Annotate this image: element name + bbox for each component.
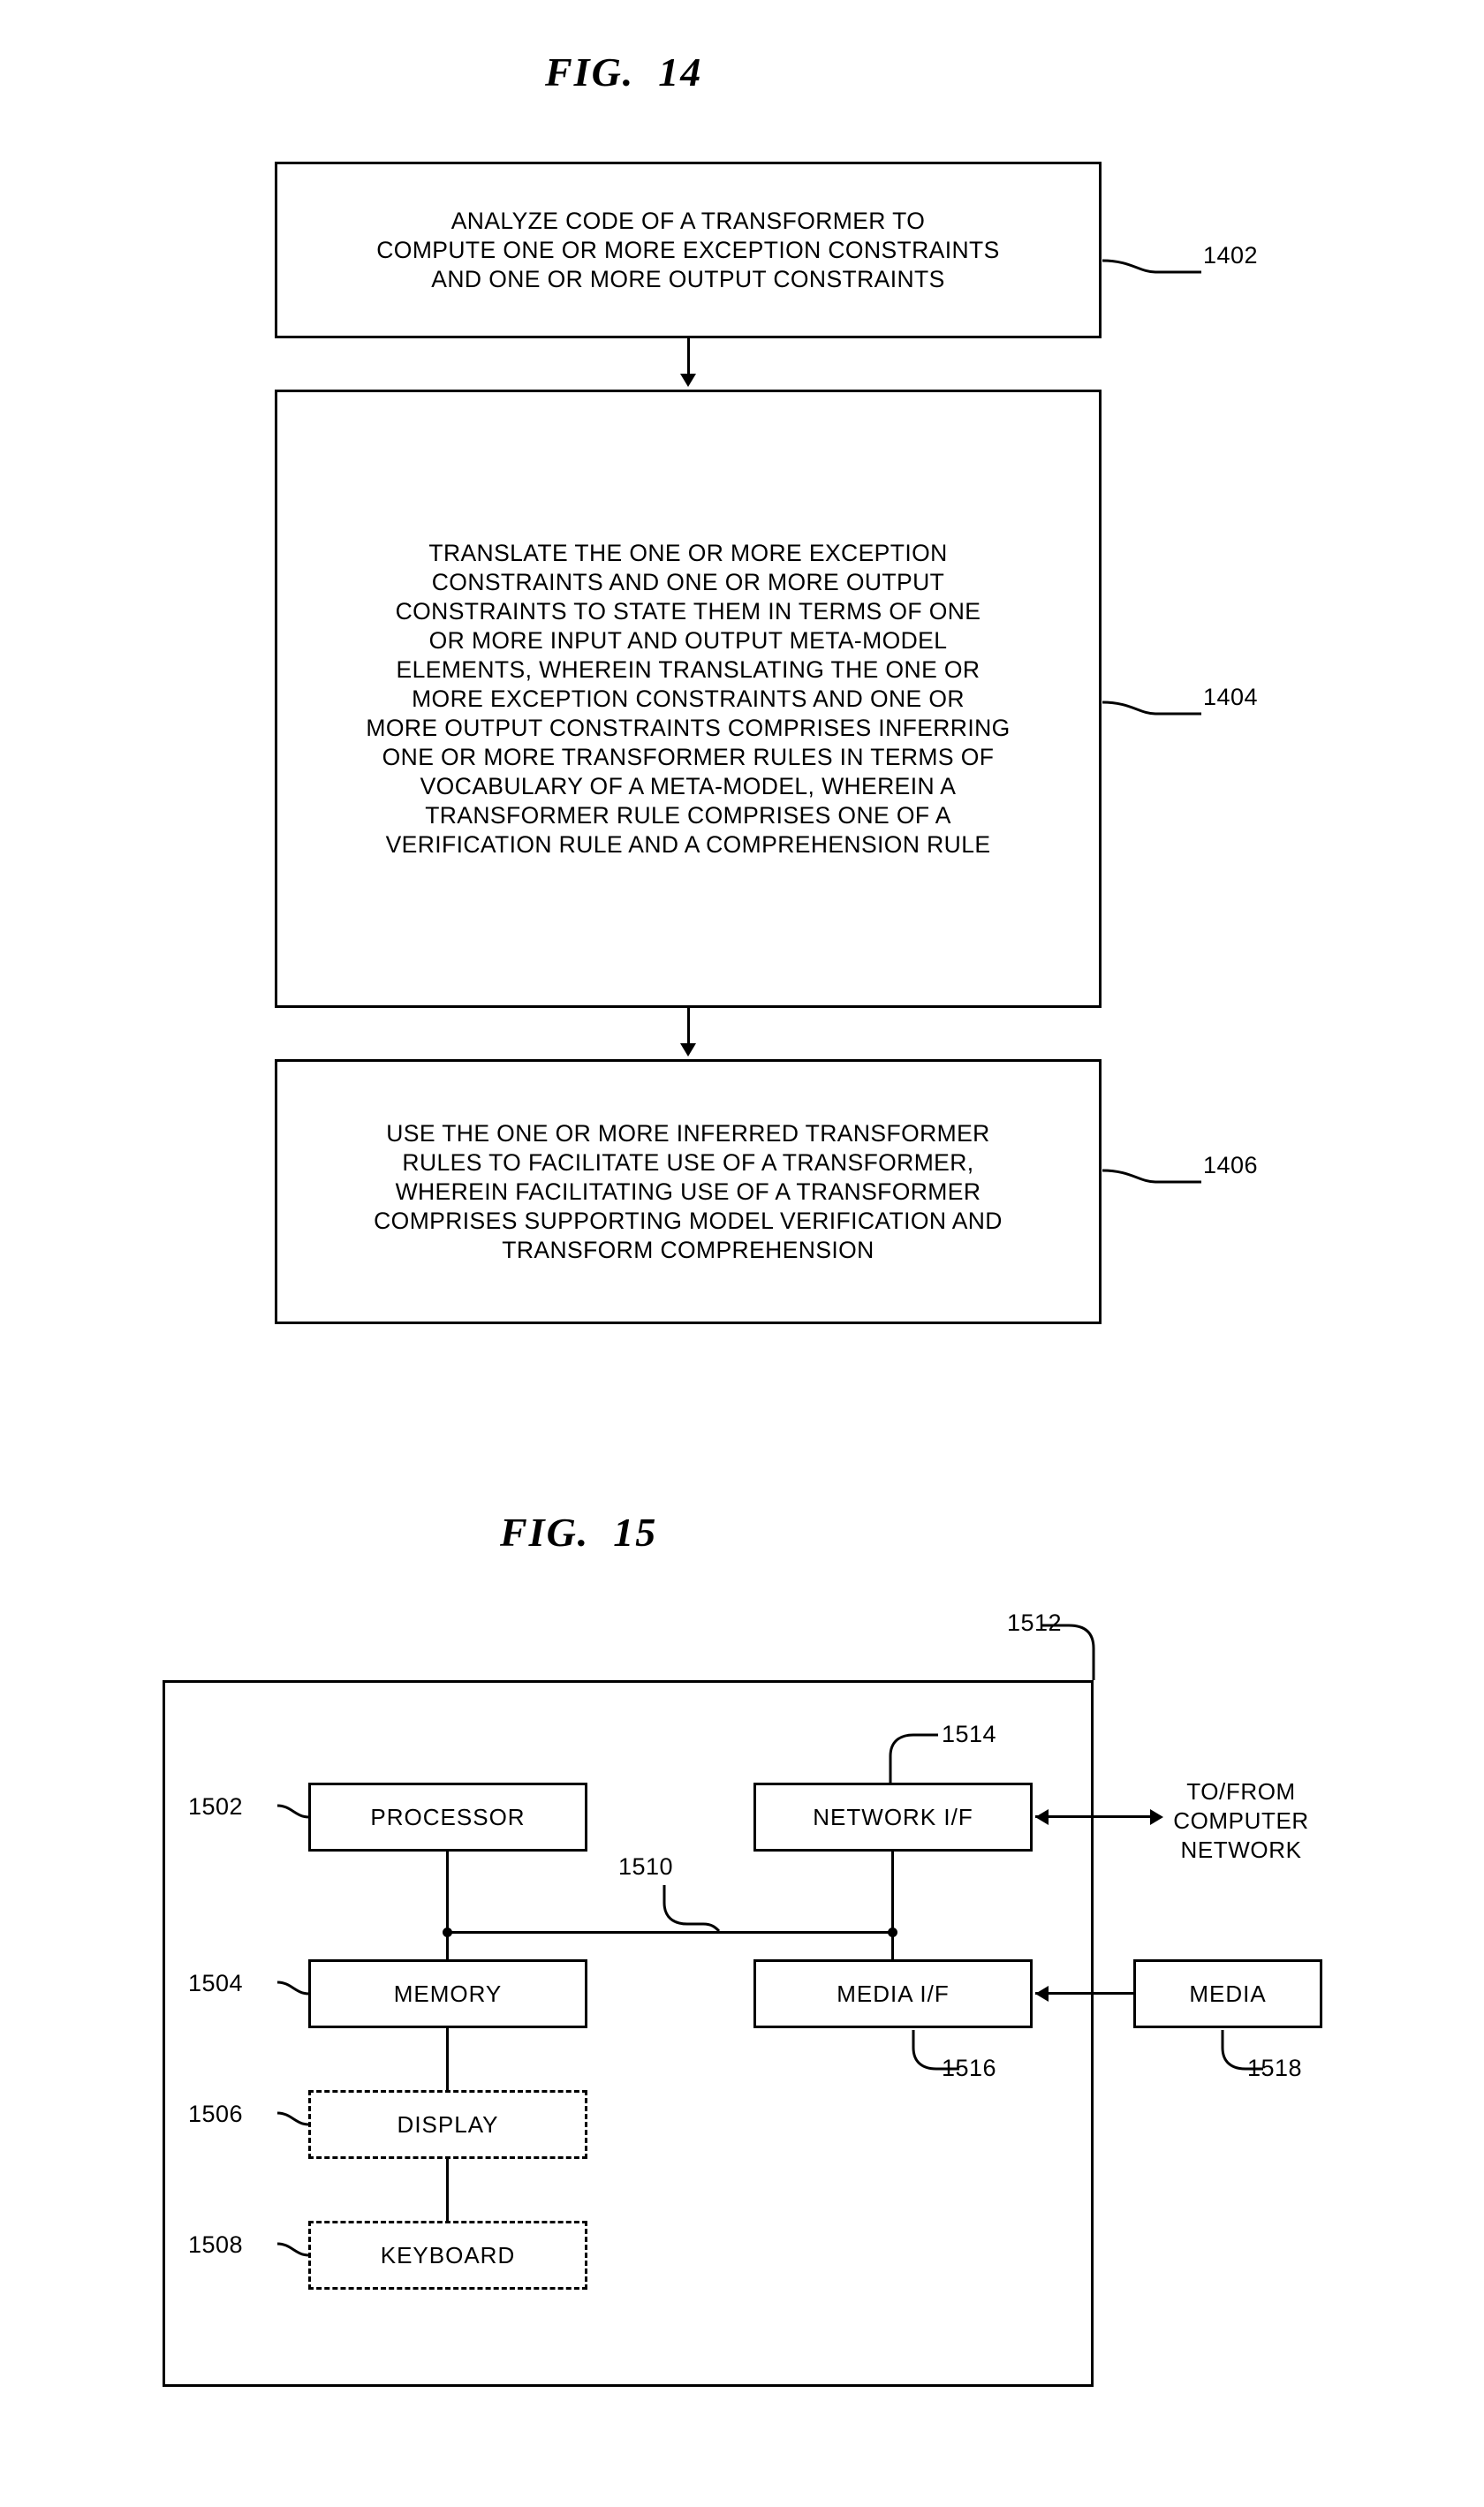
link-display-keyboard bbox=[446, 2159, 449, 2221]
block-media bbox=[1133, 1959, 1322, 2028]
block-processor-label: PROCESSOR bbox=[370, 1803, 526, 1830]
block-display-label: DISPLAY bbox=[397, 2110, 499, 2138]
flow-step-1402 bbox=[275, 162, 1102, 338]
link-memory-display bbox=[446, 2028, 449, 2090]
flow-arrow-1-line bbox=[687, 338, 690, 376]
ref-number-1404: 1404 bbox=[1203, 684, 1259, 710]
ref-number-1508: 1508 bbox=[188, 2231, 244, 2258]
network-link-arrow-left bbox=[1035, 1809, 1049, 1825]
ref-number-1502: 1502 bbox=[188, 1793, 244, 1820]
ref-number-1402: 1402 bbox=[1203, 242, 1259, 269]
ref-number-1506: 1506 bbox=[188, 2101, 244, 2127]
block-memory bbox=[308, 1959, 587, 2028]
block-display bbox=[308, 2090, 587, 2159]
bus-stub-network-if bbox=[891, 1852, 894, 1934]
flow-step-1406 bbox=[275, 1059, 1102, 1324]
flow-arrow-1-head bbox=[680, 374, 696, 387]
leader-line-1506 bbox=[265, 2101, 318, 2148]
ref-number-1518: 1518 bbox=[1247, 2055, 1303, 2081]
ref-number-1512: 1512 bbox=[1007, 1609, 1063, 1636]
block-memory-label: MEMORY bbox=[393, 1980, 503, 2007]
block-media-if bbox=[753, 1959, 1033, 2028]
block-network-if-label: NETWORK I/F bbox=[813, 1803, 973, 1830]
leader-line-1508 bbox=[265, 2231, 318, 2279]
ref-number-1514: 1514 bbox=[942, 1721, 997, 1747]
bus-junction-right bbox=[888, 1928, 897, 1937]
media-link-arrow-left bbox=[1035, 1986, 1049, 2002]
external-network-label: TO/FROM COMPUTER NETWORK bbox=[1173, 1778, 1309, 1863]
leader-line-1510 bbox=[618, 1873, 742, 1952]
flow-step-1404-text: TRANSLATE THE ONE OR MORE EXCEPTION CONSTRAINTS AND ONE OR MORE OUTPUT CONSTRAINTS TO STATE THEM IN TERMS OF ONE OR MORE INPUT AND OUTPUT META-MODEL ELEMENTS, WHEREIN TRANSLATING THE ONE OR MORE EXCEPTION CONSTRAINTS AND ONE OR MORE OUTPUT CONSTRAINTS COMPRISES INFERRING ONE OR MORE TRANSFORMER RULES IN TERMS OF VOCABULARY OF A META-MODEL, WHEREIN A TRANSFORMER RULE COMPRISES ONE OF A VERIFICATION RULE AND A COMPREHENSION RULE bbox=[366, 539, 1011, 858]
block-processor bbox=[308, 1783, 587, 1852]
flow-step-1406-text: USE THE ONE OR MORE INFERRED TRANSFORMER RULES TO FACILITATE USE OF A TRANSFORMER, WHEREIN FACILITATING USE OF A TRANSFORMER COMPRISES SUPPORTING MODEL VERIFICATION AND TRANSFORM COMPREHENSION bbox=[374, 1119, 1003, 1263]
ref-number-1510: 1510 bbox=[618, 1853, 674, 1880]
flow-arrow-2-head bbox=[680, 1043, 696, 1057]
media-link-line bbox=[1035, 1992, 1135, 1995]
figure-14-title: FIG. 14 bbox=[545, 49, 703, 95]
leader-line-1504 bbox=[265, 1970, 318, 2018]
block-media-if-label: MEDIA I/F bbox=[837, 1980, 950, 2007]
block-keyboard-label: KEYBOARD bbox=[380, 2241, 516, 2268]
block-media-label: MEDIA bbox=[1189, 1980, 1267, 2007]
ref-number-1504: 1504 bbox=[188, 1970, 244, 1996]
figure-15-title: FIG. 15 bbox=[500, 1510, 658, 1555]
flow-step-1404 bbox=[275, 390, 1102, 1008]
bus-junction-left bbox=[443, 1928, 452, 1937]
bus-stub-processor bbox=[446, 1852, 449, 1934]
flow-step-1402-text: ANALYZE CODE OF A TRANSFORMER TO COMPUTE ONE OR MORE EXCEPTION CONSTRAINTS AND ONE OR MORE OUTPUT CONSTRAINTS bbox=[376, 207, 1000, 292]
ref-number-1516: 1516 bbox=[942, 2055, 997, 2081]
flow-arrow-2-line bbox=[687, 1008, 690, 1046]
leader-line-1502 bbox=[265, 1793, 318, 1841]
ref-number-1406: 1406 bbox=[1203, 1152, 1259, 1178]
block-keyboard bbox=[308, 2221, 587, 2290]
